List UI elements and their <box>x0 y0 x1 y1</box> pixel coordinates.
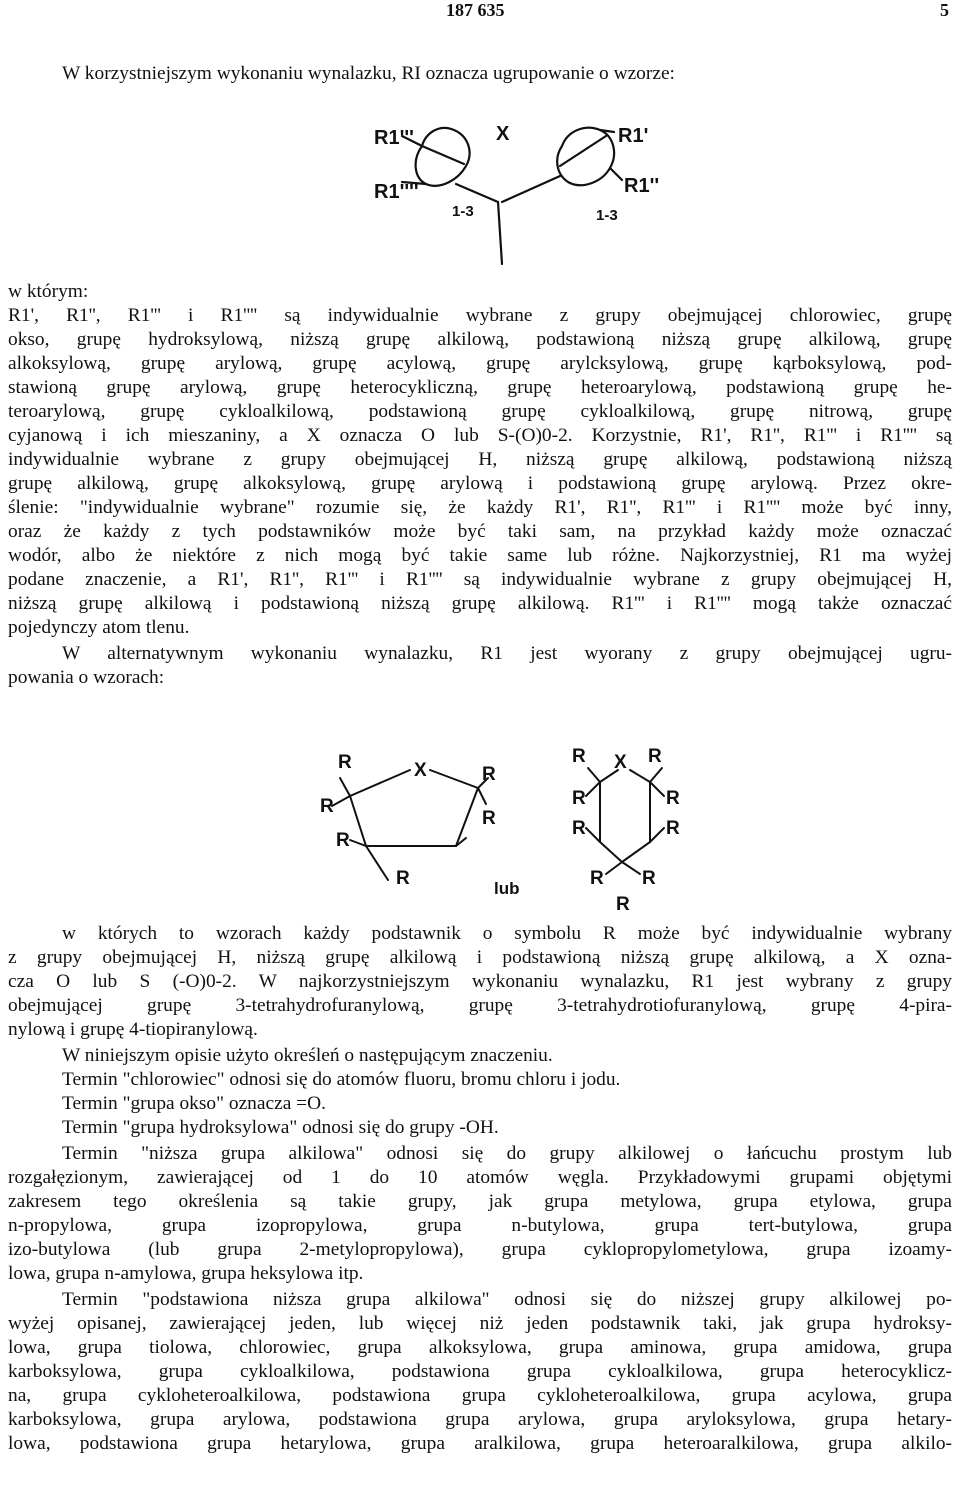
label-ring-size-right: 1-3 <box>596 207 618 224</box>
label-x: X <box>414 760 427 781</box>
ring6-bond <box>622 842 650 862</box>
structural-formula-2 <box>300 738 710 913</box>
label-r: R <box>648 746 662 767</box>
label-ring-size-left: 1-3 <box>452 203 474 220</box>
ring5-bond <box>456 788 478 846</box>
label-r1-triple-prime: R1''' <box>374 127 414 149</box>
paragraph-line: niższą grupę alkilową i podstawioną niższą grupę alkilową. R1''' i R1'''' mogą także oznaczać <box>8 593 952 614</box>
paragraph-line: indywidualnie wybrane z grupy obejmującej H, niższą grupę alkilową, podstawioną niższą <box>8 449 952 470</box>
paragraph-line: n-propylowa, grupa izopropylowa, grupa n-butylowa, grupa tert-butylowa, grupa <box>8 1215 952 1236</box>
paragraph-line: alkoksylową, grupę arylową, grupę acylową, grupę arylcksylową, grupę kąrboksylową, pod- <box>8 353 952 374</box>
left-ring-bridge <box>422 146 464 164</box>
label-r: R <box>572 818 586 839</box>
substituent-bond <box>606 862 622 874</box>
label-r: R <box>320 796 334 817</box>
paragraph-line: obejmującej grupę 3-tetrahydrofuranylową, grupę 3-tetrahydrotiofuranylową, grupę 4-pira- <box>8 995 952 1016</box>
structural-formula-1 <box>360 108 680 273</box>
paragraph-line: lowa, podstawiona grupa hetarylowa, grupa aralkilowa, grupa heteroaralkilowa, grupa alkilo- <box>8 1433 952 1454</box>
paragraph-line: Termin "podstawiona niższa grupa alkilowa" odnosi się do niższej grupy alkilowej po- <box>62 1289 952 1310</box>
left-ring-bond <box>416 128 470 186</box>
paragraph-line: oraz że każdy z tych podstawników może być taki sam, na przykład każdy może oznaczać <box>8 521 952 542</box>
label-r: R <box>642 868 656 889</box>
paragraph-line: teroarylową, grupę cykloalkilową, podstawioną grupę cykloalkilową, grupę nitrową, grupę <box>8 401 952 422</box>
paragraph-line: Termin "grupa okso" oznacza =O. <box>62 1093 326 1114</box>
paragraph-line: z grupy obejmującej H, niższą grupę alkilową i podstawioną niższą grupę alkilową, a X ozna- <box>8 947 952 968</box>
paragraph-line: podane znaczenie, a R1', R1'', R1''' i R1'''' są indywidualnie wybrane z grupy obejmującej H, <box>8 569 952 590</box>
paragraph-line: w którym: <box>8 281 89 302</box>
label-r: R <box>482 764 496 785</box>
label-r: R <box>336 830 350 851</box>
substituent-bond <box>478 788 486 804</box>
label-r: R <box>572 788 586 809</box>
label-r: R <box>572 746 586 767</box>
label-r1-double-prime: R1'' <box>624 175 660 197</box>
paragraph-line: Termin "niższa grupa alkilowa" odnosi się do grupy alkilowej o łańcuchu prostym lub <box>62 1143 952 1164</box>
ring5-bond <box>350 770 410 796</box>
ring6-bond <box>600 842 622 862</box>
label-r: R <box>338 752 352 773</box>
paragraph-line: lowa, grupa n-amylowa, grupa heksylowa itp. <box>8 1263 364 1284</box>
paragraph-line: wyżej opisanej, zawierającej jeden, lub więcej niż jeden podstawnik taki, jak grupa hydroksy- <box>8 1313 952 1334</box>
label-x: X <box>496 123 510 145</box>
paragraph-line: W alternatywnym wykonaniu wynalazku, R1 jest wyorany z grupy obejmującej ugru- <box>62 643 952 664</box>
substituent-bond <box>650 768 662 782</box>
substituent-bond <box>366 846 388 880</box>
substituent-bond <box>650 782 664 796</box>
label-r: R <box>396 868 410 889</box>
document-number: 187 635 <box>446 0 505 20</box>
label-r: R <box>616 894 630 913</box>
paragraph-line: rozgałęzionym, zawierającej od 1 do 10 atomów węgla. Przykładowymi grupami objętymi <box>8 1167 952 1188</box>
label-r: R <box>482 808 496 829</box>
paragraph-line: karboksylowa, grupa cykloalkilowa, podstawiona grupa cykloalkilowa, grupa heterocyklicz- <box>8 1361 952 1382</box>
paragraph-line: W korzystniejszym wykonaniu wynalazku, RI oznacza ugrupowanie o wzorze: <box>62 63 675 84</box>
paragraph-line: pojedynczy atom tlenu. <box>8 617 190 638</box>
substituent-bond <box>586 828 600 842</box>
paragraph-line: W niniejszym opisie użyto określeń o następującym znaczeniu. <box>62 1045 553 1066</box>
label-r: R <box>666 788 680 809</box>
paragraph-line: karboksylowa, grupa arylowa, podstawiona grupa arylowa, grupa aryloksylowa, grupa hetary- <box>8 1409 952 1430</box>
paragraph-line: stawioną grupę arylową, grupę heterocykliczną, grupę heteroarylową, podstawioną grupę he- <box>8 377 952 398</box>
paragraph-line: okso, grupę hydroksylową, niższą grupę alkilową, podstawioną niższą grupę alkilową, grupę <box>8 329 952 350</box>
label-r: R <box>666 818 680 839</box>
ring5-bond <box>350 796 366 846</box>
paragraph-line: lowa, grupa tiolowa, chlorowiec, grupa alkoksylowa, grupa aminowa, grupa amidowa, grupa <box>8 1337 952 1358</box>
paragraph-line: w których to wzorach każdy podstawnik o symbolu R może być indywidualnie wybrany <box>62 923 952 944</box>
paragraph-line: nylową i grupę 4-tiopiranylową. <box>8 1019 258 1040</box>
substituent-bond <box>340 778 350 796</box>
substituent-bond <box>588 768 600 782</box>
bond-left-to-stem <box>456 184 498 202</box>
paragraph-line: Termin "grupa hydroksylowa" odnosi się do grupy -OH. <box>62 1117 499 1138</box>
bond-right-to-stem <box>502 176 560 202</box>
label-r1-prime: R1' <box>618 125 649 147</box>
substituent-bond <box>622 862 640 874</box>
paragraph-line: wodór, albo że niektóre z nich mogą być takie same lub różne. Najkorzystniej, R1 ma wyżej <box>8 545 952 566</box>
paragraph-line: Termin "chlorowiec" odnosi się do atomów fluoru, bromu chloru i jodu. <box>62 1069 621 1090</box>
label-r: R <box>590 868 604 889</box>
ring6-bond <box>630 770 650 782</box>
paragraph-line: cyjanową i ich mieszaniny, a X oznacza O lub S-(O)0-2. Korzystnie, R1', R1'', R1''' i R1'''' są <box>8 425 952 446</box>
bond-r1-lower-right <box>610 168 622 180</box>
page-number: 5 <box>940 0 949 20</box>
stem-bond <box>498 202 502 264</box>
label-x: X <box>614 752 627 773</box>
substituent-bond <box>586 782 600 796</box>
paragraph-line: izo-butylowa (lub grupa 2-metylopropylowa), grupa cyklopropylometylowa, grupa izoamy- <box>8 1239 952 1260</box>
paragraph-line: zakresem tego określenia są takie grupy, jak grupa metylowa, grupa etylowa, grupa <box>8 1191 952 1212</box>
paragraph-line: cza O lub S (-O)0-2. W najkorzystniejszym wykonaniu wynalazku, R1 jest wybrany z grupy <box>8 971 952 992</box>
label-lub: lub <box>494 879 520 898</box>
paragraph-line: R1', R1'', R1''' i R1'''' są indywidualnie wybrane z grupy obejmującej chlorowiec, grupę <box>8 305 952 326</box>
substituent-bond <box>332 796 350 806</box>
paragraph-line: na, grupa cykloheteroalkilowa, podstawiona grupa cykloheteroalkilowa, grupa acylowa, grupa <box>8 1385 952 1406</box>
paragraph-line: grupę alkilową, grupę alkoksylową, grupę arylową i podstawioną grupę arylową. Przez okre- <box>8 473 952 494</box>
label-r1-quadruple-prime: R1'''' <box>374 181 419 203</box>
ring5-bond <box>430 770 478 788</box>
paragraph-line: ślenie: "indywidualnie wybrane" rozumie się, że każdy R1', R1'', R1''' i R1'''' może być inny, <box>8 497 952 518</box>
right-ring-bridge <box>560 136 606 166</box>
substituent-bond <box>650 828 664 842</box>
paragraph-line: powania o wzorach: <box>8 667 165 688</box>
